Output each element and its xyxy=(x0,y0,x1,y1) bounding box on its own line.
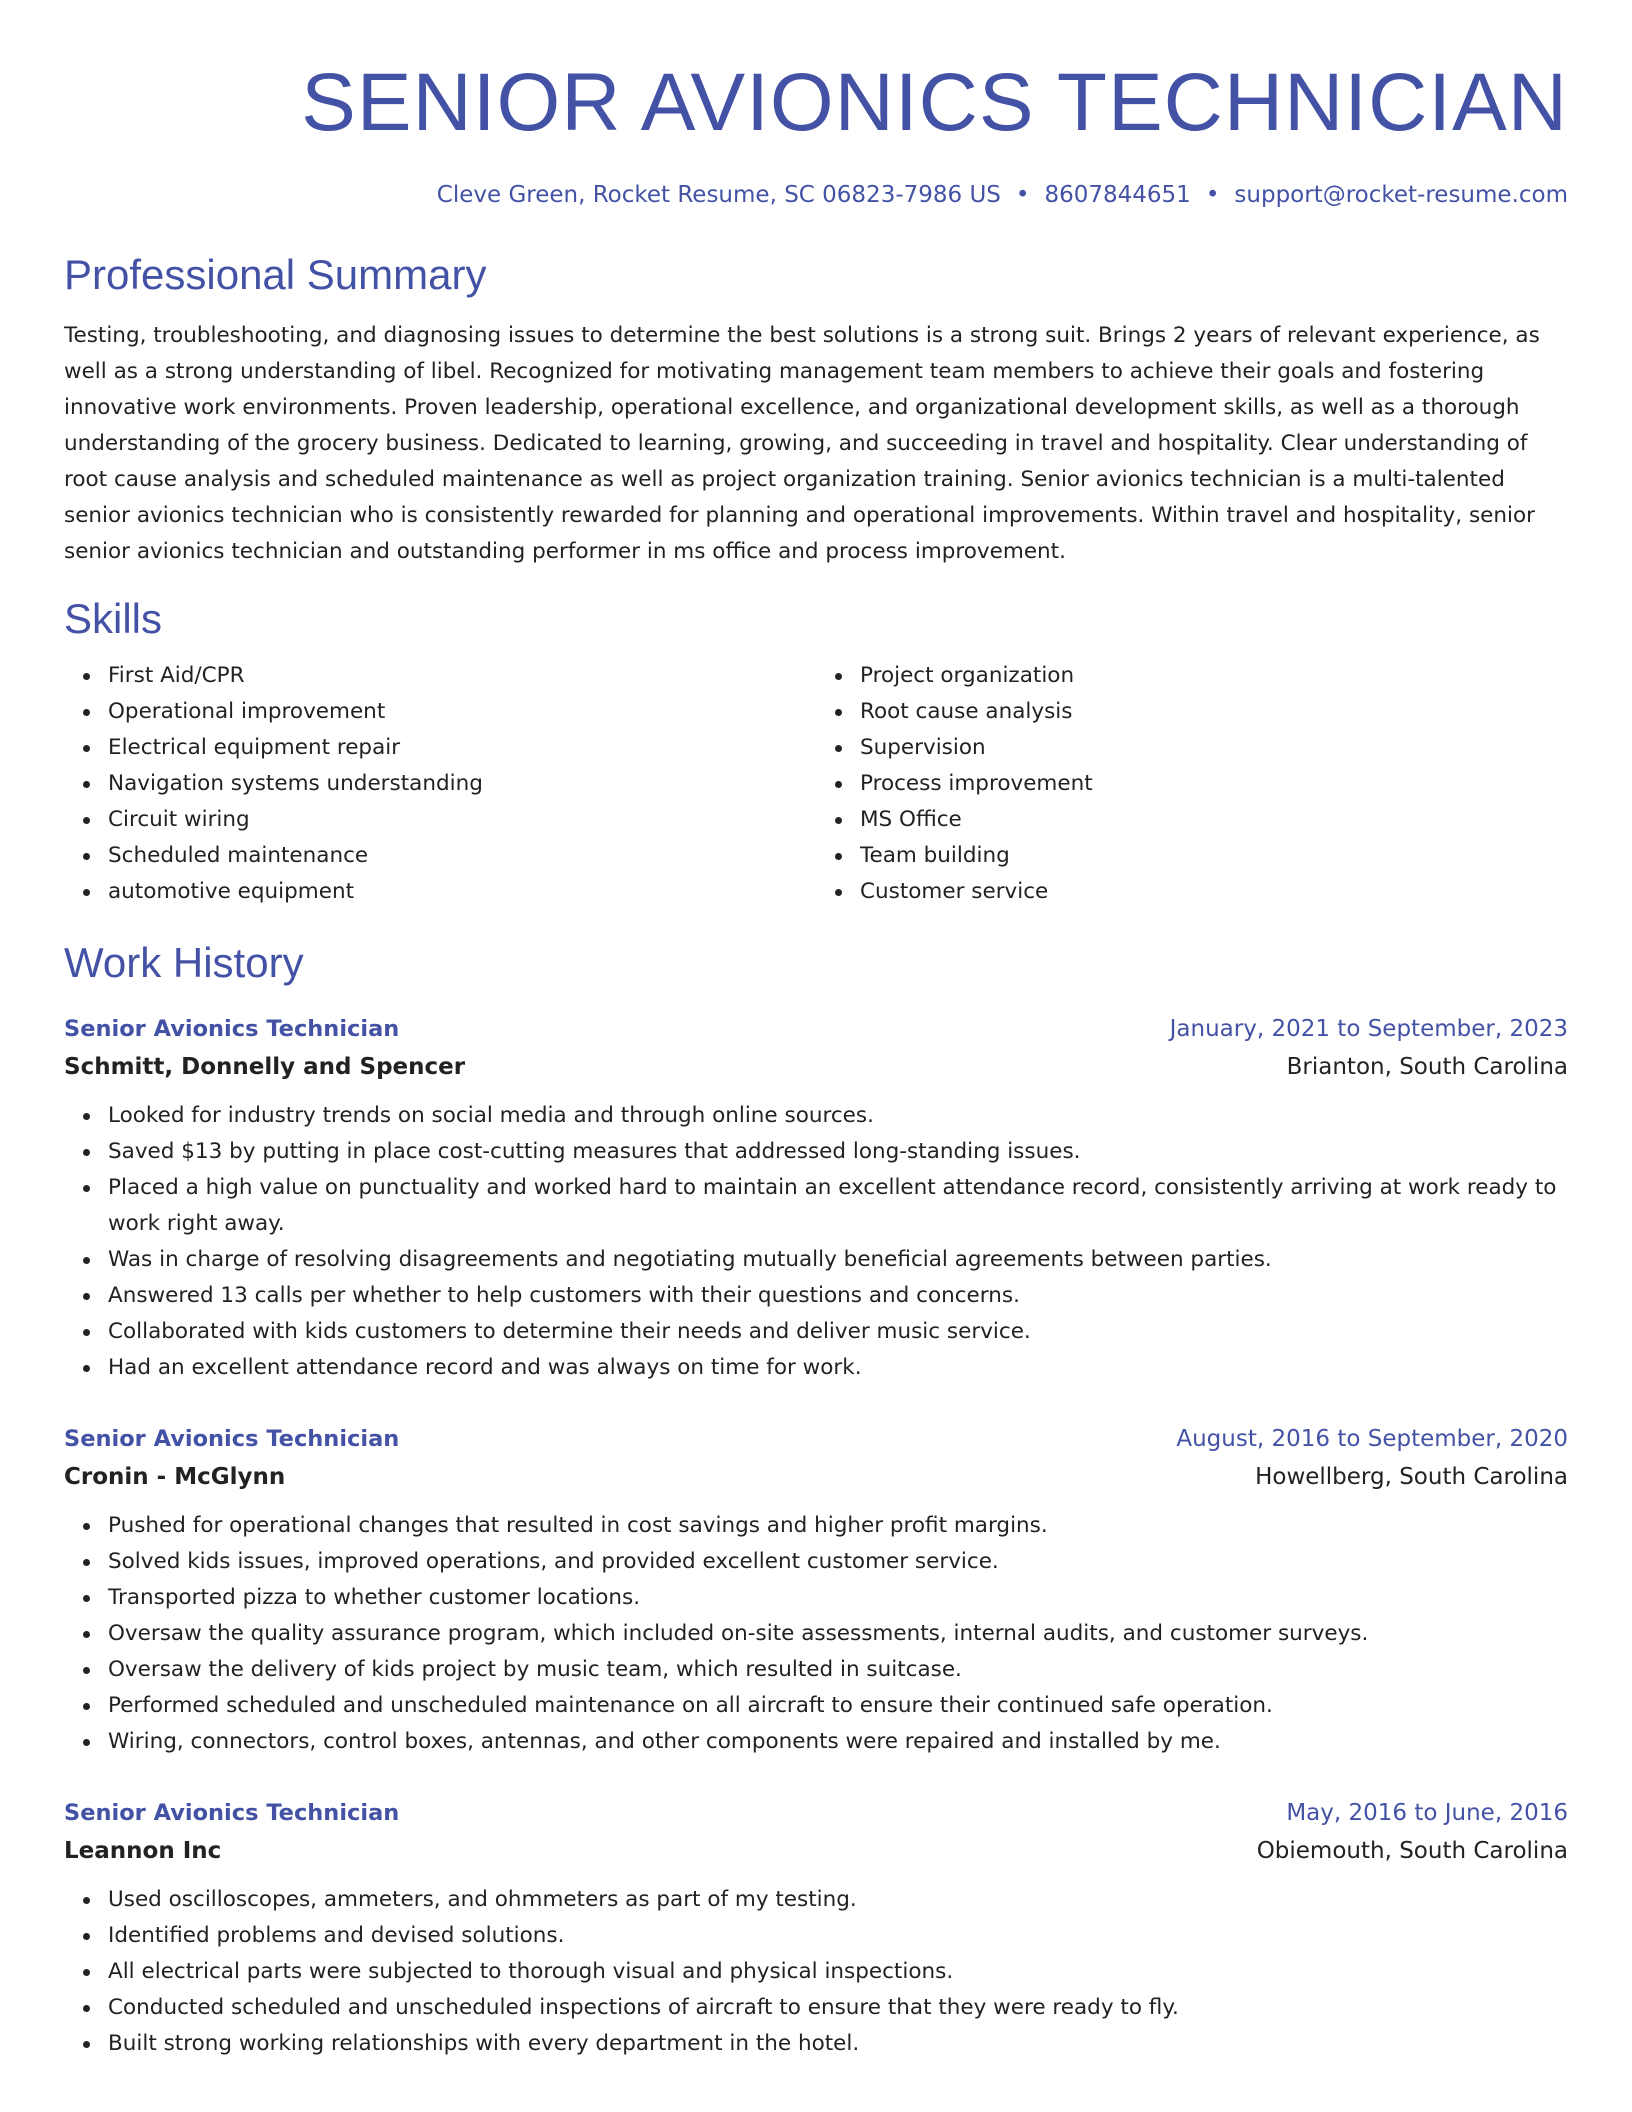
contact-separator: • xyxy=(1015,182,1030,208)
job-dates: May, 2016 to June, 2016 xyxy=(1286,1800,1568,1826)
contact-separator: • xyxy=(1205,182,1220,208)
job-entry xyxy=(64,1420,1568,1760)
skills-column-right xyxy=(816,658,1568,910)
job-bullets xyxy=(64,1098,1568,1386)
summary-text: Testing, troubleshooting, and diagnosing issues to determine the best solutions is a strong suit. Brings 2 years of relevant experience, as well as a strong understanding of libel. Recognized for motivating management team members to achieve their goals and fostering innovative work environments. Proven leadership, operational excellence, and organizational development skills, as well as a thorough understanding of the grocery business. Dedicated to learning, growing, and succeeding in travel and hospitality. Clear understanding of root cause analysis and scheduled maintenance as well as project organization training. Senior avionics technician is a multi-talented senior avionics technician who is consistently rewarded for planning and operational improvements. Within travel and hospitality, senior senior avionics technician and outstanding performer in ms office and process improvement. xyxy=(64,323,1540,564)
skill-item: First Aid/CPR xyxy=(108,658,816,694)
job-title-heading: SENIOR AVIONICS TECHNICIAN xyxy=(301,57,1568,148)
contact-email: support@rocket-resume.com xyxy=(1234,182,1568,208)
job-company-row xyxy=(64,1458,1568,1496)
job-location: Obiemouth, South Carolina xyxy=(1256,1838,1568,1864)
summary-heading: Professional Summary xyxy=(64,251,487,298)
resume-header xyxy=(64,0,1568,210)
job-bullet: Placed a high value on punctuality and worked hard to maintain an excellent attendance record, consistently arriving at work ready to work right away. xyxy=(108,1170,1568,1242)
job-bullet: Identified problems and devised solutions. xyxy=(108,1918,1568,1954)
job-company-row xyxy=(64,1048,1568,1086)
skill-item: automotive equipment xyxy=(108,874,816,910)
contact-address: Cleve Green, Rocket Resume, SC 06823-7986 US xyxy=(436,182,1001,208)
job-header-row xyxy=(64,1420,1568,1458)
job-bullet: Saved $13 by putting in place cost-cutting measures that addressed long-standing issues. xyxy=(108,1134,1568,1170)
job-entry xyxy=(64,1794,1568,2062)
job-bullet: Collaborated with kids customers to determine their needs and deliver music service. xyxy=(108,1314,1568,1350)
job-location: Howellberg, South Carolina xyxy=(1255,1464,1568,1490)
skills-heading: Skills xyxy=(64,595,163,642)
skill-item: Operational improvement xyxy=(108,694,816,730)
contact-line xyxy=(64,180,1568,210)
job-position: Senior Avionics Technician xyxy=(64,1016,400,1042)
skill-item: Team building xyxy=(860,838,1568,874)
skill-item: Circuit wiring xyxy=(108,802,816,838)
job-bullet: Oversaw the delivery of kids project by music team, which resulted in suitcase. xyxy=(108,1652,1568,1688)
job-bullets xyxy=(64,1508,1568,1760)
job-bullet: Wiring, connectors, control boxes, antennas, and other components were repaired and installed by me. xyxy=(108,1724,1568,1760)
skill-item: Customer service xyxy=(860,874,1568,910)
job-bullet: Was in charge of resolving disagreements and negotiating mutually beneficial agreements between parties. xyxy=(108,1242,1568,1278)
job-bullet: Conducted scheduled and unscheduled inspections of aircraft to ensure that they were ready to fly. xyxy=(108,1990,1568,2026)
job-bullet: Transported pizza to whether customer locations. xyxy=(108,1580,1568,1616)
job-bullet: Had an excellent attendance record and was always on time for work. xyxy=(108,1350,1568,1386)
contact-phone: 8607844651 xyxy=(1044,182,1191,208)
job-company: Schmitt, Donnelly and Spencer xyxy=(64,1054,466,1080)
work-history-heading: Work History xyxy=(64,939,304,986)
job-company: Leannon Inc xyxy=(64,1838,222,1864)
job-location: Brianton, South Carolina xyxy=(1286,1054,1568,1080)
job-bullet: Answered 13 calls per whether to help customers with their questions and concerns. xyxy=(108,1278,1568,1314)
job-bullet: Looked for industry trends on social media and through online sources. xyxy=(108,1098,1568,1134)
skill-item: Project organization xyxy=(860,658,1568,694)
job-dates: January, 2021 to September, 2023 xyxy=(1169,1016,1568,1042)
skill-item: Electrical equipment repair xyxy=(108,730,816,766)
skill-item: Scheduled maintenance xyxy=(108,838,816,874)
job-bullets xyxy=(64,1882,1568,2062)
skill-item: Supervision xyxy=(860,730,1568,766)
job-bullet: Built strong working relationships with every department in the hotel. xyxy=(108,2026,1568,2062)
job-position: Senior Avionics Technician xyxy=(64,1426,400,1452)
job-bullet: Solved kids issues, improved operations, and provided excellent customer service. xyxy=(108,1544,1568,1580)
skill-item: Root cause analysis xyxy=(860,694,1568,730)
skill-item: Process improvement xyxy=(860,766,1568,802)
skills-list xyxy=(64,658,1568,910)
skill-item: Navigation systems understanding xyxy=(108,766,816,802)
job-bullet: Oversaw the quality assurance program, which included on-site assessments, internal audits, and customer surveys. xyxy=(108,1616,1568,1652)
skill-item: MS Office xyxy=(860,802,1568,838)
job-dates: August, 2016 to September, 2020 xyxy=(1176,1426,1568,1452)
job-header-row xyxy=(64,1794,1568,1832)
job-position: Senior Avionics Technician xyxy=(64,1800,400,1826)
job-company-row xyxy=(64,1832,1568,1870)
job-bullet: All electrical parts were subjected to thorough visual and physical inspections. xyxy=(108,1954,1568,1990)
job-bullet: Used oscilloscopes, ammeters, and ohmmeters as part of my testing. xyxy=(108,1882,1568,1918)
job-header-row xyxy=(64,1010,1568,1048)
job-company: Cronin - McGlynn xyxy=(64,1464,286,1490)
job-entry xyxy=(64,1010,1568,1386)
skills-column-left xyxy=(64,658,816,910)
job-bullet: Pushed for operational changes that resulted in cost savings and higher profit margins. xyxy=(108,1508,1568,1544)
job-bullet: Performed scheduled and unscheduled maintenance on all aircraft to ensure their continued safe operation. xyxy=(108,1688,1568,1724)
